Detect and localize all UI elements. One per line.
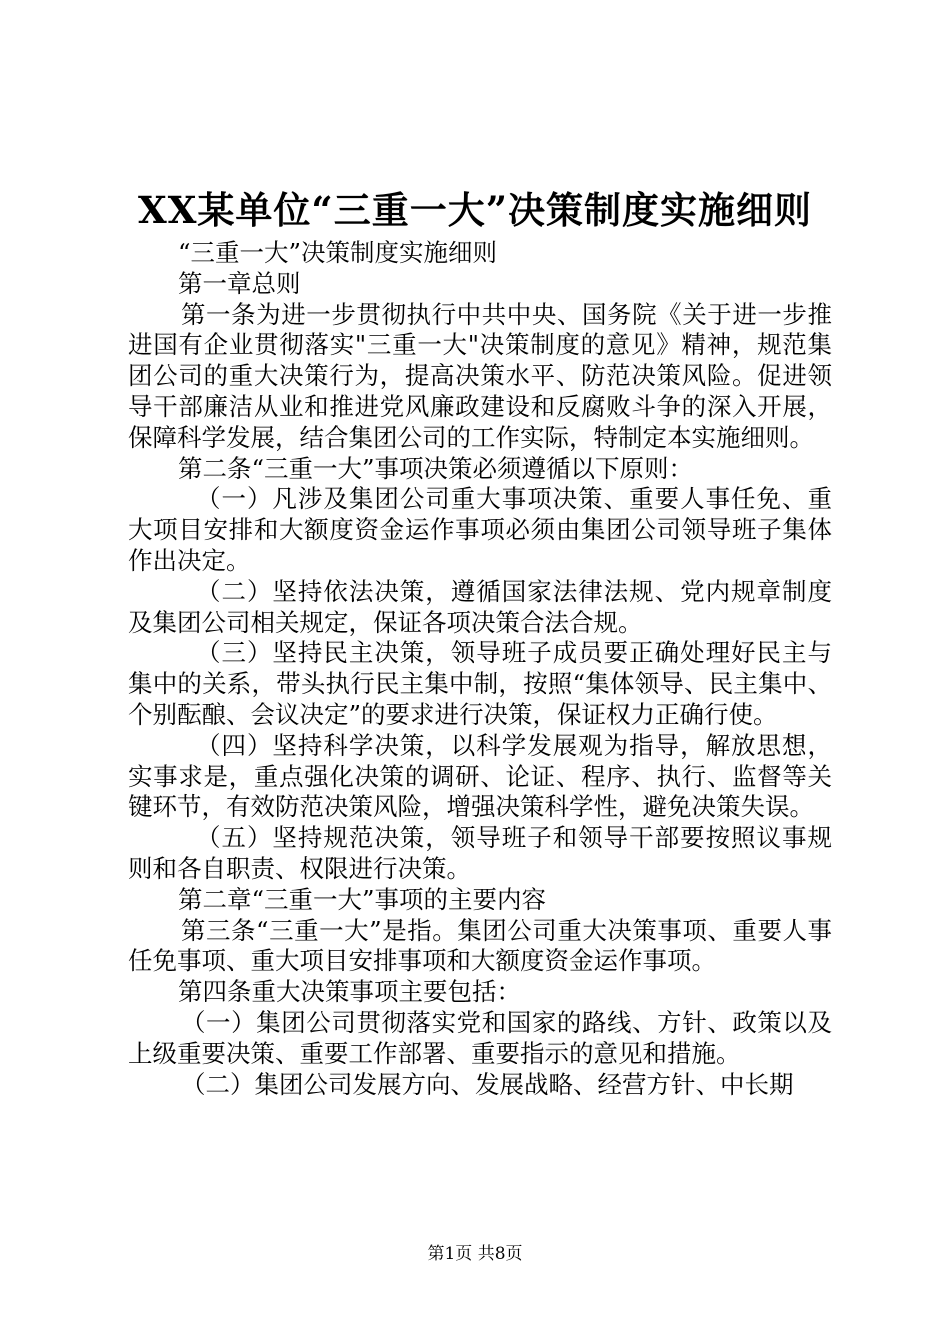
page-footer: 第1页 共8页 [427, 1244, 523, 1264]
paragraph: （二）坚持依法决策，遵循国家法律法规、党内规章制度及集团公司相关规定，保证各项决策合法合规。 [128, 576, 832, 637]
document-body [128, 238, 832, 1100]
paragraph: 第四条重大决策事项主要包括： [178, 977, 521, 1007]
paragraph: （一）凡涉及集团公司重大事项决策、重要人事任免、重大项目安排和大额度资金运作事项必须由集团公司领导班子集体作出决定。 [128, 484, 832, 575]
paragraph: （一）集团公司贯彻落实党和国家的路线、方针、政策以及上级重要决策、重要工作部署、重要指示的意见和措施。 [128, 1007, 832, 1068]
paragraph: （二）集团公司发展方向、发展战略、经营方针、中长期 [181, 1069, 794, 1099]
document-title: XX某单位“三重一大”决策制度实施细则 [138, 188, 812, 232]
paragraph: “三重一大”决策制度实施细则 [178, 238, 498, 267]
paragraph: （三）坚持民主决策，领导班子成员要正确处理好民主与集中的关系，带头执行民主集中制，按照“集体领导、民主集中、个别酝酿、会议决定”的要求进行决策，保证权力正确行使。 [128, 638, 832, 729]
paragraph: （四）坚持科学决策，以科学发展观为指导，解放思想，实事求是，重点强化决策的调研、论证、程序、执行、监督等关键环节，有效防范决策风险，增强决策科学性，避免决策失误。 [128, 730, 832, 822]
chapter-heading: 第一章总则 [178, 268, 301, 298]
paragraph: 第二条“三重一大”事项决策必须遵循以下原则： [178, 453, 694, 483]
paragraph: 第一条为进一步贯彻执行中共中央、国务院《关于进一步推进国有企业贯彻落实"三重一大"决策制度的意见》精神，规范集团公司的重大决策行为，提高决策水平、防范决策风险。促进领导干部廉洁从业和推进党风廉政建设和反腐败斗争的深入开展，保障科学发展，结合集团公司的工作实际，特制定本实施细则。 [128, 299, 832, 452]
paragraph: 第三条“三重一大”是指。集团公司重大决策事项、重要人事任免事项、重大项目安排事项和大额度资金运作事项。 [128, 915, 832, 976]
paragraph: （五）坚持规范决策，领导班子和领导干部要按照议事规则和各自职责、权限进行决策。 [128, 823, 832, 883]
chapter-heading: 第二章“三重一大”事项的主要内容 [178, 884, 547, 914]
